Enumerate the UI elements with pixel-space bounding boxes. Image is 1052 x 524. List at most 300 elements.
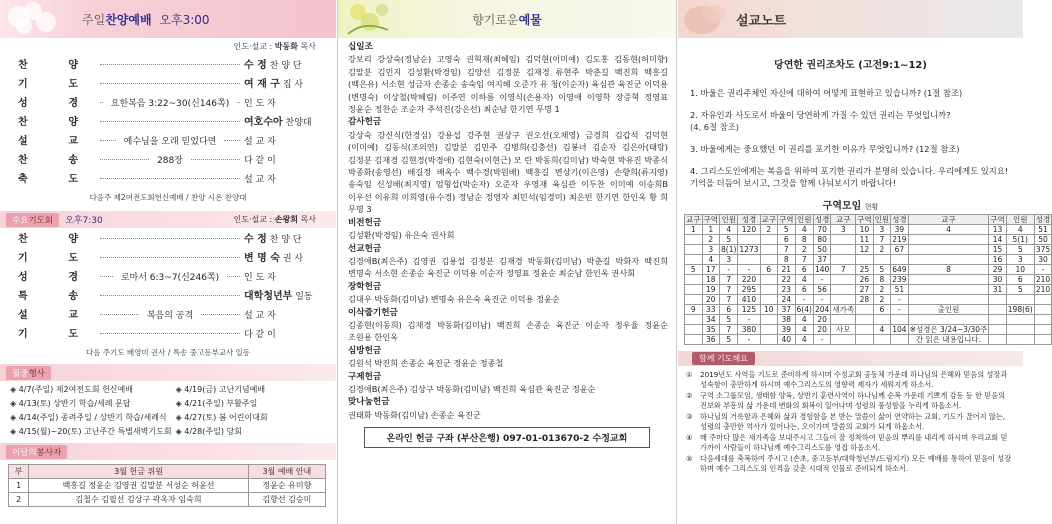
monthly-events-banner: 월중행사: [0, 364, 336, 381]
order-label: 찬 양: [18, 234, 78, 245]
table-cell: 8: [873, 275, 891, 285]
offering-category: 장학헌금: [348, 281, 382, 292]
table-cell: 410: [738, 295, 760, 305]
table-cell: 20: [813, 315, 831, 325]
table-cell: 375: [1035, 245, 1051, 254]
table-cell: [989, 305, 1007, 315]
table-cell: -: [795, 295, 813, 305]
sermon-question: 3. 바울에게는 중요했던 이 권리를 포기한 이유가 무엇입니까? (12절 참조): [690, 144, 960, 154]
table-cell: -: [738, 265, 760, 275]
table-cell: 10: [856, 225, 874, 235]
table-cell: 30: [1034, 255, 1052, 265]
table-cell: 4: [795, 275, 813, 285]
wednesday-order-of-worship: [0, 228, 336, 344]
table-cell: [685, 325, 703, 335]
table-cell: 3: [1006, 255, 1034, 265]
order-label: 찬 양: [18, 117, 78, 128]
table-cell: [856, 305, 874, 315]
table-cell: 사모: [831, 325, 856, 335]
table-cell: -: [813, 295, 831, 305]
table-cell: 56: [813, 285, 831, 295]
table-header: 구역: [703, 215, 718, 224]
table-cell: [831, 245, 856, 255]
table-cell: [685, 285, 703, 295]
table-cell: [738, 255, 760, 265]
table-cell: [831, 285, 856, 295]
volunteers-banner: 이달의봉사자: [0, 443, 336, 460]
table-cell: 간 읽은 내용입니다.: [908, 335, 989, 345]
table-cell: -: [738, 315, 760, 325]
table-cell: 2: [760, 225, 778, 235]
order-content: 요한복음 3:22~30(신146쪽): [110, 99, 230, 109]
table-cell: [873, 255, 891, 265]
table-cell: 50: [1034, 235, 1052, 245]
order-leader: 다 같 이: [244, 330, 276, 340]
table-cell: 1: [702, 225, 720, 235]
table-cell: [1034, 325, 1052, 335]
order-row: [18, 325, 322, 344]
table-cell: 35: [702, 325, 720, 335]
table-cell: 3: [720, 255, 738, 265]
table-cell: 6: [778, 235, 796, 245]
table-cell: 6: [795, 265, 813, 275]
table-cell: 20: [813, 325, 831, 335]
table-cell: 4: [795, 335, 813, 345]
table-cell: 24: [778, 295, 796, 305]
table-cell: 7: [720, 295, 738, 305]
table-header: 인원: [721, 215, 736, 224]
table-cell: 정윤순 유미향: [248, 479, 325, 493]
table-cell: [908, 255, 989, 265]
table-cell: [831, 235, 856, 245]
table-cell: [831, 255, 856, 265]
table-header: 교구: [686, 215, 701, 224]
table-row: [9, 479, 326, 493]
table-cell: [760, 315, 778, 325]
table-header: 교구: [831, 215, 856, 225]
offering-names: 김종현(이동희) 김재경 박동화(김미남) 백진희 손종순 육진군 이순자 정우율 정윤순 조원용 한인옥: [348, 319, 668, 343]
table-cell: 백흥길 정윤순 김영권 김말분 서성순 허윤선: [29, 479, 248, 493]
table-cell: 새가족: [832, 305, 855, 314]
table-cell: 7: [873, 235, 891, 245]
table-cell: 26: [856, 275, 874, 285]
table-cell: 28: [856, 295, 874, 305]
sermon-title: 당연한 권리조차도 (고전9:1~12): [774, 60, 927, 71]
table-header: 인원: [874, 215, 890, 224]
table-cell: 23: [778, 285, 796, 295]
table-cell: [891, 315, 909, 325]
table-cell: [908, 295, 989, 305]
table-header: 부: [9, 465, 29, 479]
wednesday-prayer-banner: 수요기도회 오후7:30 인도·설교 : 손왕희 목사: [0, 211, 336, 228]
table-cell: 29: [989, 265, 1007, 275]
table-cell: 8: [795, 235, 813, 245]
order-row: [18, 170, 322, 189]
table-cell: 6(4): [796, 305, 812, 314]
table-cell: 5: [778, 225, 796, 235]
event-item: ◈ 4/13(토) 상반기 학습/세례 문답: [10, 399, 131, 408]
table-cell: 40: [778, 335, 796, 345]
prayer-item: ③ 하나님의 거룩함과 은혜와 삶과 경험함을 본 받는 말씀이 삶이 연약하는 교회, 기도가 끊어지 않는, 성령의 충만한 역사가 있어나는, 오이가며 말씀의 교회가 되게 하옵소서.: [686, 412, 1006, 431]
table-cell: 18: [702, 275, 720, 285]
table-cell: [1034, 315, 1052, 325]
table-cell: [738, 235, 760, 245]
table-cell: 25: [856, 265, 874, 275]
table-cell: -: [720, 265, 738, 275]
table-header: 3월 예배 안내: [248, 465, 325, 479]
table-cell: 120: [738, 225, 760, 235]
sermon-note-title: 설교노트: [736, 13, 787, 29]
table-cell: [856, 315, 874, 325]
table-cell: 1273: [739, 245, 759, 254]
table-header: 성경: [738, 215, 760, 225]
order-row: [18, 249, 322, 268]
table-cell: [873, 315, 891, 325]
offering-category: 구제헌금: [348, 371, 382, 382]
table-cell: [831, 275, 856, 285]
table-cell: [908, 245, 989, 255]
table-cell: 3: [831, 225, 856, 235]
table-cell: 5: [1006, 245, 1034, 255]
table-cell: 8: [778, 255, 796, 265]
table-cell: 8(1): [721, 245, 737, 254]
order-row: [18, 306, 322, 325]
prayer-item: ② 구역 소그룹모임, 생태함 양육, 상반기 훈련사역이 하나님께 순복 가운데 기쁘게 감동 등 한 믿음의 진보와 부흥의 삶 가운데 변화의 회복이 일어나며 성령의 풍성함을 누리게 하옵소서.: [686, 391, 1006, 410]
table-cell: 220: [738, 275, 760, 285]
table-cell: 37: [813, 255, 831, 265]
table-header: 인원: [1006, 215, 1034, 225]
table-cell: 649: [892, 265, 907, 274]
order-row: [18, 287, 322, 306]
table-cell: [831, 295, 856, 305]
table-cell: -: [891, 305, 909, 315]
table-cell: [831, 335, 856, 345]
table-cell: 14: [989, 235, 1007, 245]
order-leader: 설 교 자: [244, 137, 276, 147]
flower-decoration-icon: [6, 2, 62, 36]
table-cell: 51: [1034, 225, 1052, 235]
order-row: [18, 230, 322, 249]
table-cell: 6: [760, 265, 778, 275]
table-cell: [908, 285, 989, 295]
table-cell: 2: [795, 245, 813, 255]
event-item: ◈ 4/28(주일) 당회: [175, 427, 242, 436]
table-cell: 5: [720, 235, 738, 245]
table-header: 구역: [857, 215, 872, 224]
table-cell: [685, 335, 703, 345]
wednesday-tag: 수요기도회: [6, 213, 59, 227]
table-cell: -: [1034, 265, 1052, 275]
table-cell: 4: [702, 255, 720, 265]
table-cell: 4: [795, 325, 813, 335]
table-cell: 4: [795, 315, 813, 325]
table-row: [685, 325, 1052, 335]
event-item: ◈ 4/19(금) 고난기념예배: [175, 385, 266, 394]
order-leader: 변 명 숙 권 사: [244, 253, 304, 264]
order-leader: 수 정 찬 양 단: [244, 60, 302, 71]
table-cell: 9: [685, 305, 703, 315]
table-cell: 7: [720, 285, 738, 295]
table-header: 성경: [814, 215, 830, 224]
order-label: 기 도: [18, 329, 78, 340]
worship-panel: [0, 0, 336, 524]
online-offering-account: 온라인 헌금 구좌 (부산은행) 097-01-013670-2 수정교회: [364, 427, 650, 448]
table-cell: 70: [813, 225, 831, 235]
table-cell: ※성경은 3/24~3/30주: [909, 325, 988, 334]
table-cell: 104: [892, 325, 907, 334]
table-cell: 5: [685, 265, 703, 275]
order-content: 288장: [157, 156, 183, 166]
sermon-question: 1. 바울은 권리주체인 자신에 대하여 어떻게 표현하고 있습니까? (1절 참조): [690, 88, 963, 98]
table-cell: [760, 235, 778, 245]
table-cell: 3: [873, 225, 891, 235]
table-cell: [989, 335, 1007, 345]
volunteers-table: [8, 464, 326, 507]
table-cell: 4: [908, 225, 989, 235]
event-item: ◈ 4/27(토) 봄 어린이대회: [175, 413, 268, 422]
table-row: [685, 245, 1052, 255]
wednesday-next-week-note: 다음 주기도 배영미 권사 / 특송 중고등부교사 일동: [85, 348, 251, 357]
table-cell: 10: [1006, 265, 1034, 275]
offering-category: 선교헌금: [348, 243, 382, 254]
table-cell: [831, 315, 856, 325]
order-row: [18, 75, 322, 94]
table-row: [685, 315, 1052, 325]
table-cell: 12: [856, 245, 874, 255]
offering-category: 이삭줍기헌금: [348, 307, 398, 318]
table-cell: [1034, 295, 1052, 305]
table-cell: 22: [778, 275, 796, 285]
yellow-flower-icon: [344, 0, 404, 38]
table-cell: [1006, 335, 1034, 345]
offering-names: 강상숙 강신식(한경심) 강용섭 강주현 권상구 권오선(오채영) 금경희 김갑석 김덕현(이미예) 김동식(조의연) 김말분 김민주 김병희(김충선) 김봉녀 김순자 김은아(태랑) 김정분 김재경 김현경(박경애) 김현숙(이현근) 모 란 박동희(김미남) 박숙현 박유진 박종식 박종화(송영선) 배길정 배옥수 백수경(박원배) 백흥길 변상기(이은영) 손향희(류지영) 송숙임 신성배(최지영) 엄형섭(박순자) 오준자 우영재 육심관 이두찬 이미예 이승희B 이우선 이유희 이희영(유수경) 정남순 정영자 최민석(임경미) 최은빈 한기연 한인옥 황 희 무명 3: [348, 129, 668, 215]
offering-names: 김성환(박경임) 유은숙 권사회: [348, 230, 455, 241]
order-label: 특 송: [18, 291, 78, 302]
offering-category: 감사헌금: [348, 117, 382, 128]
table-cell: [856, 335, 874, 345]
order-row: [18, 113, 322, 132]
table-cell: 204: [814, 305, 830, 314]
table-cell: -: [891, 295, 909, 305]
table-cell: 6: [873, 305, 891, 315]
table-cell: 10: [760, 305, 778, 315]
order-content: 로마서 6:3~7(신246쪽): [120, 273, 220, 283]
table-cell: 4: [720, 225, 738, 235]
hands-decoration-icon: [680, 0, 732, 38]
table-cell: 2: [9, 493, 29, 507]
cell-meeting-title: 구역모임 현황: [822, 201, 879, 212]
sermon-question: 4. 그리스도인에게는 복음을 위하여 포기한 권리가 분명히 있습니다. 우리에게도 있지요! 기억을 더듬어 보시고, 그것을 함께 나눠보시기 바랍니다!: [690, 166, 1009, 188]
offering-panel: [337, 0, 677, 524]
table-cell: [760, 285, 778, 295]
table-cell: 239: [892, 275, 907, 284]
table-cell: 125: [738, 305, 760, 315]
order-label: 성 경: [18, 272, 78, 283]
table-cell: 67: [891, 245, 909, 255]
table-cell: 6: [720, 305, 738, 315]
order-label: 설 교: [18, 136, 78, 147]
sermon-note-panel: [678, 0, 1051, 524]
table-cell: 51: [891, 285, 909, 295]
table-cell: [760, 255, 778, 265]
table-row: [685, 255, 1052, 265]
table-cell: 5: [873, 265, 891, 275]
order-label: 기 도: [18, 79, 78, 90]
sermon-question: 2. 자유인과 사도로서 바울이 당연하게 가질 수 있던 권리는 무엇입니까? (4, 6절 참조): [690, 110, 951, 132]
table-cell: 김향선 김승미: [248, 493, 325, 507]
order-leader: 여호수아 찬양대: [244, 117, 312, 128]
table-cell: 37: [778, 305, 796, 315]
table-header: 성경: [1035, 215, 1051, 224]
table-cell: 19: [702, 285, 720, 295]
table-cell: 36: [702, 335, 720, 345]
order-content: 복음의 공격: [146, 311, 194, 321]
table-cell: 210: [1035, 275, 1051, 284]
prayer-item: ① 2019년도 사역을 기도로 준비하게 하시며 수정교회 공동체 가운데 하나님의 은혜와 믿음의 성장과 성숙함이 충만하게 하시며 예수그리스도의 영향력 제자가 세워지게 하소서.: [686, 370, 1008, 389]
order-row: [18, 94, 322, 113]
table-cell: 7: [778, 245, 796, 255]
table-cell: -: [738, 335, 760, 345]
table-cell: 1: [9, 479, 29, 493]
table-cell: 5: [720, 335, 738, 345]
prayer-item: ④ 매 주마다 많은 새가족을 보내주시고 그들이 잘 정착하여 믿음의 뿌리를 내리게 하시며 우리교회 믿 가까이 사람들이 하나님께 예수그리스도를 영접 하옵소서.: [686, 433, 1008, 452]
table-header: 구역: [990, 215, 1005, 224]
sunday-presider: 인도·설교 : 박동화 목사: [233, 42, 316, 51]
table-cell: 30: [989, 275, 1007, 285]
table-cell: -: [813, 335, 831, 345]
table-cell: 210: [1035, 285, 1051, 294]
offering-banner: [338, 0, 676, 38]
table-cell: 7: [720, 275, 738, 285]
offering-category: 십일조: [348, 42, 373, 52]
order-label: 기 도: [18, 253, 78, 264]
table-cell: 295: [738, 285, 760, 295]
table-cell: [989, 295, 1007, 305]
sunday-order-of-worship: [0, 52, 336, 189]
table-cell: 140: [814, 265, 830, 274]
order-row: [18, 268, 322, 287]
table-row: [685, 305, 1052, 315]
order-row: [18, 56, 322, 75]
table-cell: 198(6): [1007, 305, 1033, 314]
table-cell: 39: [778, 325, 796, 335]
table-cell: 2: [873, 285, 891, 295]
table-row: [9, 493, 326, 507]
table-cell: 80: [813, 235, 831, 245]
table-cell: 5: [1006, 285, 1034, 295]
table-row: [685, 265, 1052, 275]
offering-list: [338, 38, 676, 421]
table-cell: 8: [908, 265, 989, 275]
order-label: 찬 양: [18, 60, 78, 71]
order-label: 설 교: [18, 310, 78, 321]
table-cell: -: [813, 275, 831, 285]
order-label: 축 도: [18, 174, 78, 185]
table-row: [685, 285, 1052, 295]
table-cell: 2: [873, 295, 891, 305]
event-item: ◈ 4/15(월)~20(토) 고난주간 특별새벽기도회: [10, 427, 172, 436]
table-cell: [856, 255, 874, 265]
sunday-worship-banner: [0, 0, 336, 38]
table-cell: 2: [702, 235, 720, 245]
order-row: [18, 132, 322, 151]
table-cell: [1006, 325, 1034, 335]
event-item: ◈ 4/7(주일) 제2여전도회 헌신예배: [10, 385, 133, 394]
table-cell: 38: [778, 315, 796, 325]
prayer-item: ⑤ 다음세대를 축복하여 주시고 (손초, 중고등부/대학청년부/드림지기) 모든 예배를 통하여 믿음이 성장하며 예수 그리스도의 인격을 갖춘 시대적 인물로 준비되게 하소서.: [686, 454, 1012, 473]
table-cell: [891, 335, 909, 345]
table-row: [685, 335, 1052, 345]
table-header: 인원: [796, 215, 812, 224]
table-header: 성경: [892, 215, 907, 224]
prayer-banner: [678, 351, 1023, 366]
table-cell: 11: [856, 235, 874, 245]
order-label: 찬 송: [18, 155, 78, 166]
table-cell: [685, 255, 703, 265]
table-cell: 20: [702, 295, 720, 305]
table-cell: 5: [720, 315, 738, 325]
table-cell: [1034, 335, 1052, 345]
table-cell: [760, 245, 778, 255]
table-cell: [856, 325, 874, 335]
table-cell: [1006, 295, 1034, 305]
table-cell: 3: [702, 245, 720, 255]
table-cell: [1034, 305, 1052, 315]
table-cell: [685, 235, 703, 245]
offering-names: 김경애B(최은주) 김영권 김용섭 김정분 김재경 박동화(김미남) 박춘길 박화자 백진희 변명숙 서소현 손종순 육진군 이덕용 이순자 정영표 정윤순 최순남 한인옥 권사회: [348, 255, 668, 279]
order-leader: 대학청년부 일동: [244, 291, 313, 302]
offering-names: 김경애B(최은주) 김상구 박동화(김미남) 백진희 육심관 육진군 정윤순: [348, 383, 596, 394]
table-cell: 15: [989, 245, 1007, 255]
order-leader: 인 도 자: [244, 273, 276, 283]
table-cell: 4: [1006, 225, 1034, 235]
table-cell: [760, 325, 778, 335]
table-row: [685, 225, 1052, 235]
table-cell: 34: [702, 315, 720, 325]
table-cell: 5(1): [1006, 235, 1034, 245]
table-row: [685, 275, 1052, 285]
table-cell: 50: [813, 245, 831, 255]
table-cell: [891, 255, 909, 265]
table-cell: [908, 235, 989, 245]
table-cell: 6: [795, 285, 813, 295]
order-leader: 인 도 자: [244, 99, 276, 109]
table-cell: 김철수 김필선 김상구 곽옥자 임숙희: [29, 493, 248, 507]
order-leader: 수 정 찬 양 단: [244, 234, 302, 245]
table-header: 구역: [779, 215, 794, 224]
table-header: 교구: [761, 215, 776, 224]
table-cell: 13: [989, 225, 1007, 235]
table-cell: [908, 275, 989, 285]
table-cell: 7: [795, 255, 813, 265]
table-cell: [908, 315, 989, 325]
table-cell: 33: [702, 305, 720, 315]
table-cell: 27: [856, 285, 874, 295]
table-cell: [760, 295, 778, 305]
sermon-questions: [678, 71, 1023, 189]
offering-category: 비전헌금: [348, 217, 382, 228]
order-content: 예수님을 오래 믿었다면: [123, 137, 217, 147]
table-header: 3월 헌금 위원: [29, 465, 248, 479]
prayer-list: [678, 366, 1023, 474]
table-cell: 16: [989, 255, 1007, 265]
table-cell: [760, 335, 778, 345]
offering-names: 김원석 박진희 손종순 육진군 정윤순 정종철: [348, 358, 504, 369]
table-header: 교구: [908, 215, 989, 225]
table-cell: 4: [873, 325, 891, 335]
offering-names: 김대우 박동화(김미남) 변명숙 유은숙 육진군 이덕용 정윤순: [348, 294, 560, 305]
event-item: ◈ 4/21(주일) 부활주일: [175, 399, 258, 408]
